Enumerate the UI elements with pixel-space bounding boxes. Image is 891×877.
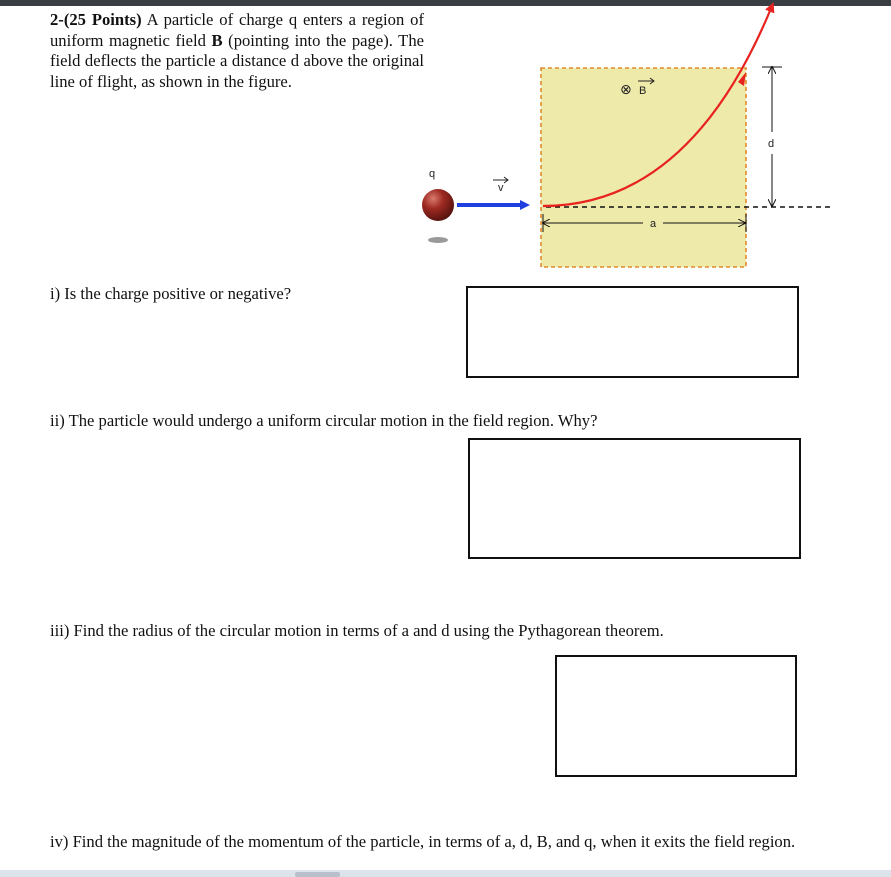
- answer-box-iii[interactable]: [555, 655, 797, 777]
- problem-text-part-2: (pointing into the page). The field deflects the particle a distance d above the original line of flight, as shown in the figure.: [50, 30, 424, 91]
- answer-box-i[interactable]: [466, 286, 799, 378]
- particle-shadow: [428, 237, 448, 243]
- question-ii: ii) The particle would undergo a uniform circular motion in the field region. Why?: [50, 411, 598, 430]
- scrollbar-thumb[interactable]: [295, 872, 340, 877]
- question-i: i) Is the charge positive or negative?: [50, 284, 292, 303]
- charge-label: q: [429, 168, 436, 180]
- horizontal-scrollbar[interactable]: [0, 870, 891, 877]
- velocity-label: v: [498, 182, 504, 194]
- field-into-page-icon: ⊗: [620, 82, 632, 98]
- problem-number: 2-(25 Points): [50, 10, 142, 29]
- field-symbol-bold: B: [211, 30, 223, 50]
- field-region: [541, 68, 746, 267]
- dimension-d-label: d: [768, 138, 775, 150]
- answer-box-ii[interactable]: [468, 438, 801, 559]
- problem-text-part-1: A particle of charge q enters a region of uniform magnetic field: [50, 10, 424, 50]
- dimension-a-label: a: [650, 218, 657, 230]
- question-iii: iii) Find the radius of the circular motion in terms of a and d using the Pythagorean theorem.: [50, 621, 664, 640]
- field-label: B: [639, 85, 647, 97]
- magnetic-field-figure: [0, 0, 891, 300]
- charged-particle: [422, 189, 454, 221]
- question-iv: iv) Find the magnitude of the momentum of the particle, in terms of a, d, B, and q, when it exits the field region.: [50, 832, 796, 851]
